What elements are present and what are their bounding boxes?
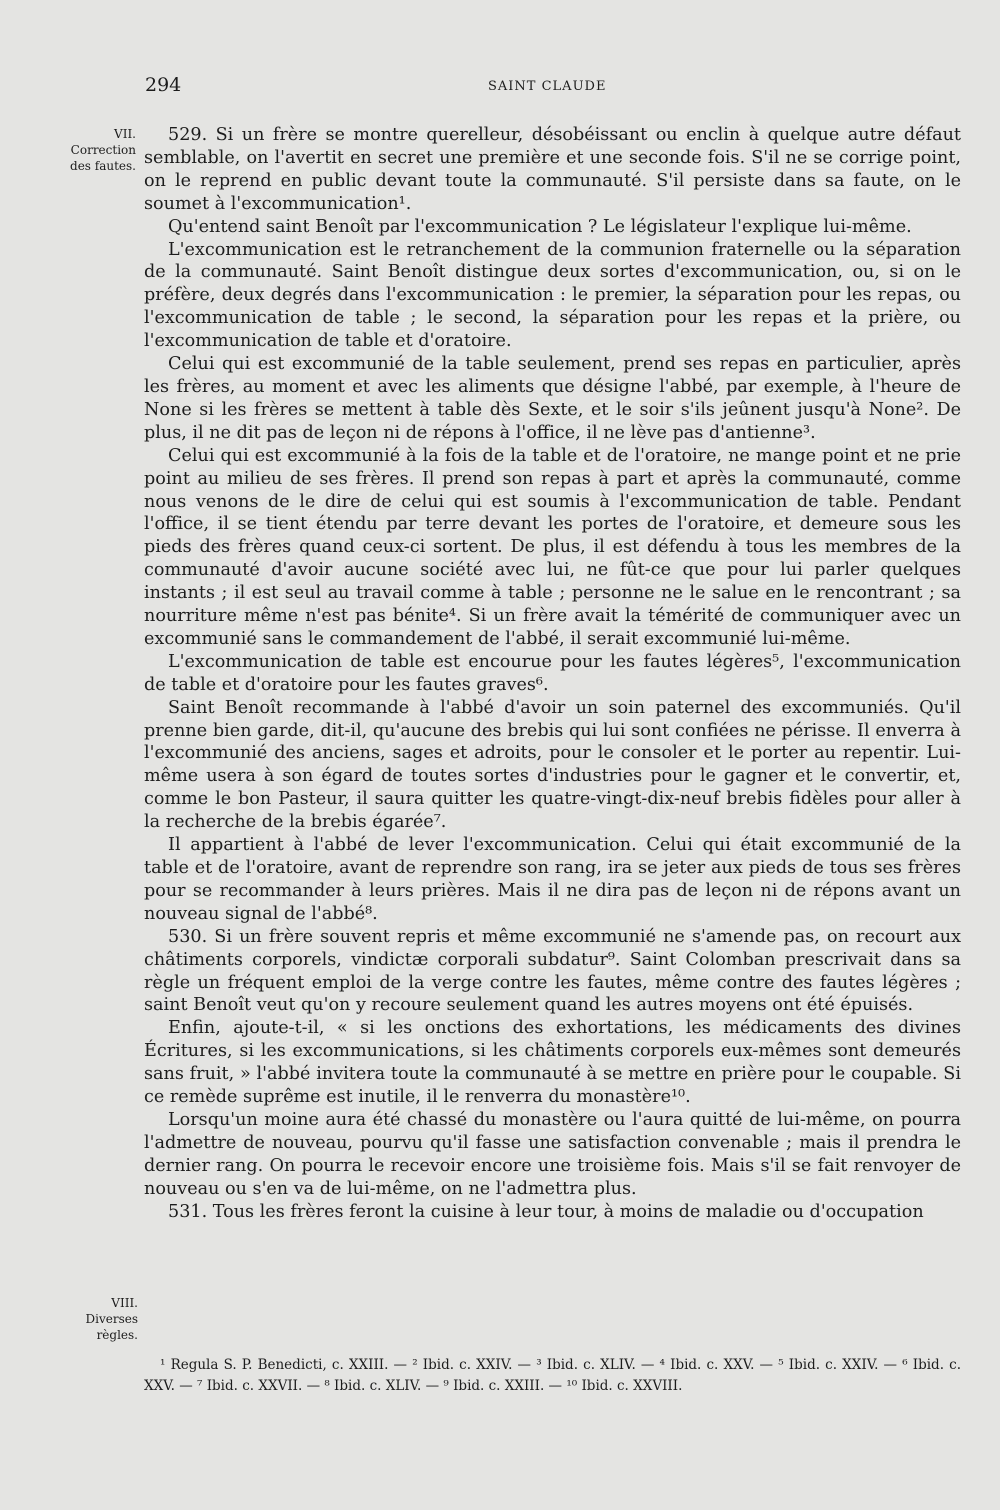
paragraph: L'excommunication est le retranchement de la communion fraternelle ou la séparation de la communauté. Saint Benoît distingue deux sortes d'excommunication, ou, si on le préfère, deux degrés dans l'excommunication : le premier, la séparation pour les repas, ou l'excommunication de table ; le second, la séparation pour les repas et la prière, ou l'excommunication de table et d'oratoire. <box>144 239 961 352</box>
paragraph: Celui qui est excommunié à la fois de la table et de l'oratoire, ne mange point et ne prie point au milieu de ses frères. Il prend son repas à part et après la communauté, comme nous venons de le dire de celui qui est soumis à l'excommunication de table. Pendant l'office, il se tient étendu par terre devant les portes de l'oratoire, et demeure sous les pieds des frères quand ceux-ci sortent. De plus, il est défendu à tous les membres de la communauté d'avoir aucune société avec lui, ne fût-ce que pour lui parler quelques instants ; il est seul au travail comme à table ; personne ne le salue en le rencontrant ; sa nourriture même n'est pas bénite⁴. Si un frère avait la témérité de communiquer avec un excommunié sans le commandement de l'abbé, il serait excommunié lui-même. <box>144 445 961 649</box>
paragraph: Qu'entend saint Benoît par l'excommunication ? Le législateur l'explique lui-même. <box>168 216 912 237</box>
paragraph: Enfin, ajoute-t-il, « si les onctions des exhortations, les médicaments des divines Écritures, si les excommunications, si les châtiments corporels eux-mêmes sont demeurés sans fruit, » l'abbé invitera toute la communauté à se mettre en prière pour le coupable. Si ce remède suprême est inutile, il le renverra du monastère¹⁰. <box>144 1018 961 1108</box>
paragraph: Saint Benoît recommande à l'abbé d'avoir un soin paternel des excommuniés. Qu'il prenne bien garde, dit-il, qu'aucune des brebis qui lui sont confiées ne périsse. Il enverra à l'excommunié des anciens, sages et adroits, pour le consoler et le porter au repentir. Lui-même usera à son égard de toutes sortes d'industries pour le gagner et le convertir, et, comme le bon Pasteur, il saura quitter les quatre-vingt-dix-neuf brebis fidèles pour aller à la recherche de la brebis égarée⁷. <box>144 697 961 833</box>
paragraph: L'excommunication de table est encourue pour les fautes légères⁵, l'excommunication de table et d'oratoire pour les fautes graves⁶. <box>144 651 961 695</box>
body-text <box>144 124 961 1224</box>
paragraph: 530. Si un frère souvent repris et même excommunié ne s'amende pas, on recourt aux châtiments corporels, vindictæ corporali subdatur⁹. Saint Colomban prescrivait dans sa règle un fréquent emploi de la verge contre les fautes, même contre des fautes légères ; saint Benoît veut qu'on y recoure seulement quand les autres moyens ont été épuisés. <box>144 926 961 1016</box>
paragraph: Celui qui est excommunié de la table seulement, prend ses repas en particulier, après les frères, au moment et avec les aliments que désigne l'abbé, par exemple, à l'heure de None si les frères se mettent à table dès Sexte, et le soir s'ils jeûnent jusqu'à None². De plus, il ne dit pas de leçon ni de répons à l'office, il ne lève pas d'antienne³. <box>144 354 961 443</box>
paragraph: 531. Tous les frères feront la cuisine à leur tour, à moins de maladie ou d'occupation <box>168 1201 924 1222</box>
running-title: SAINT CLAUDE <box>488 79 607 94</box>
page-number: 294 <box>145 74 182 96</box>
paragraph: Il appartient à l'abbé de lever l'excommunication. Celui qui était excommunié de la table et de l'oratoire, avant de reprendre son rang, ira se jeter aux pieds de tous ses frères pour se recommander à leurs prières. Mais il ne dira pas de leçon ni de répons avant un nouveau signal de l'abbé⁸. <box>144 835 961 924</box>
paragraph: Lorsqu'un moine aura été chassé du monastère ou l'aura quitté de lui-même, on pourra l'admettre de nouveau, pourvu qu'il fasse une satisfaction convenable ; mais il prendra le dernier rang. On pourra le recevoir encore une troisième fois. Mais s'il se fait renvoyer de nouveau ou s'en va de lui-même, on ne l'admettra plus. <box>144 1109 961 1199</box>
margin-note-regles: VIII. Diverses règles. <box>85 1296 138 1342</box>
footnotes: ¹ Regula S. P. Benedicti, c. XXIII. — ² Ibid. c. XXIV. — ³ Ibid. c. XLIV. — ⁴ Ibid. c. XXV. — ⁵ Ibid. c. XXIV. — ⁶ Ibid. c. XXV. — ⁷ Ibid. c. XXVII. — ⁸ Ibid. c. XLIV. — ⁹ Ibid. c. XXIII. — ¹⁰ Ibid. c. XXVIII. <box>144 1357 961 1394</box>
paragraph: 529. Si un frère se montre querelleur, désobéissant ou enclin à quelque autre défaut semblable, on l'avertit en secret une première et une seconde fois. S'il ne se corrige point, on le reprend en public devant toute la communauté. S'il persiste dans sa faute, on le soumet à l'excommunication¹. <box>144 125 961 214</box>
margin-note-correction: VII. Correction des fautes. <box>70 127 136 173</box>
